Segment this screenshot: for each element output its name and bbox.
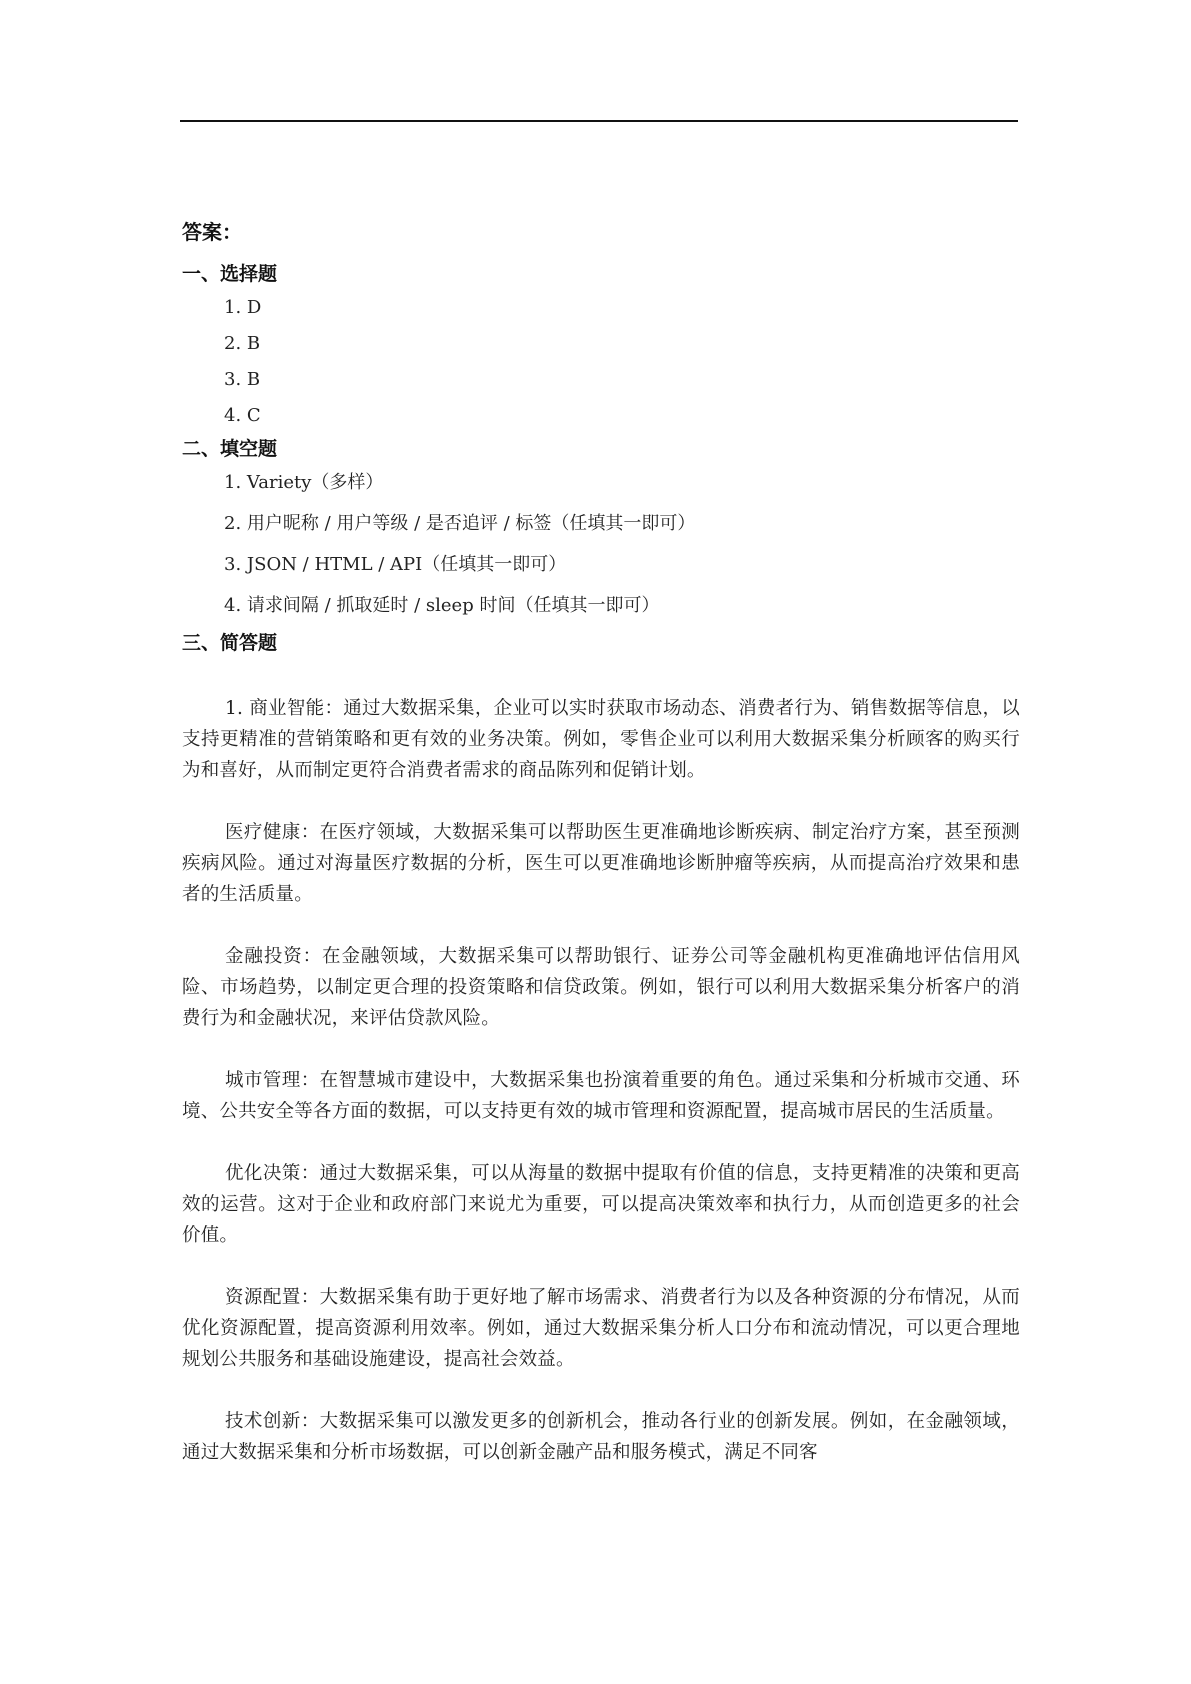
- answer-paragraph: 技术创新：大数据采集可以激发更多的创新机会，推动各行业的创新发展。例如，在金融领域，通过大数据采集和分析市场数据，可以创新金融产品和服务模式，满足不同客: [182, 1411, 1020, 1463]
- document-content: [182, 218, 1020, 1499]
- fill-in-blank-answer-list: [182, 470, 1020, 629]
- section-short-answer: [182, 629, 1020, 1468]
- multiple-choice-answer-list: [182, 295, 1020, 435]
- answer-item: 1. D: [224, 297, 262, 318]
- answer-paragraph: 城市管理：在智慧城市建设中，大数据采集也扮演着重要的角色。通过采集和分析城市交通、环境、公共安全等各方面的数据，可以支持更有效的城市管理和资源配置，提高城市居民的生活质量。: [182, 1070, 1020, 1122]
- answer-title: 答案：: [182, 220, 242, 244]
- section-heading-multiple-choice: 一、选择题: [182, 263, 278, 285]
- answer-paragraph: 资源配置：大数据采集有助于更好地了解市场需求、消费者行为以及各种资源的分布情况，从而优化资源配置，提高资源利用效率。例如，通过大数据采集分析人口分布和流动情况，可以更合理地规划公共服务和基础设施建设，提高社会效益。: [182, 1287, 1020, 1370]
- answer-paragraph: 医疗健康：在医疗领域，大数据采集可以帮助医生更准确地诊断疾病、制定治疗方案，甚至预测疾病风险。通过对海量医疗数据的分析，医生可以更准确地诊断肿瘤等疾病，从而提高治疗效果和患者的生活质量。: [182, 822, 1020, 905]
- answer-item: 4. C: [224, 405, 261, 426]
- answer-item: 1. Variety（多样）: [224, 472, 384, 493]
- section-fill-in-blank: [182, 435, 1020, 629]
- section-heading-fill-in-blank: 二、填空题: [182, 438, 278, 460]
- answer-paragraph: 金融投资：在金融领域，大数据采集可以帮助银行、证券公司等金融机构更准确地评估信用风险、市场趋势，以制定更合理的投资策略和信贷政策。例如，银行可以利用大数据采集分析客户的消费行为和金融状况，来评估贷款风险。: [182, 946, 1020, 1029]
- answer-paragraph: 优化决策：通过大数据采集，可以从海量的数据中提取有价值的信息，支持更精准的决策和更高效的运营。这对于企业和政府部门来说尤为重要，可以提高决策效率和执行力，从而创造更多的社会价值。: [182, 1163, 1020, 1246]
- answer-item: 3. B: [224, 369, 261, 390]
- answer-item: 2. B: [224, 333, 261, 354]
- short-answer-body: [182, 693, 1020, 1468]
- answer-paragraph: 1. 商业智能：通过大数据采集，企业可以实时获取市场动态、消费者行为、销售数据等信息，以支持更精准的营销策略和更有效的业务决策。例如，零售企业可以利用大数据采集分析顾客的购买行为和喜好，从而制定更符合消费者需求的商品陈列和促销计划。: [182, 698, 1020, 781]
- answer-item: 4. 请求间隔 / 抓取延时 / sleep 时间（任填其一即可）: [224, 595, 660, 616]
- section-multiple-choice: [182, 260, 1020, 435]
- answer-item: 3. JSON / HTML / API（任填其一即可）: [224, 554, 567, 575]
- header-rule: [180, 120, 1018, 122]
- section-heading-short-answer: 三、简答题: [182, 632, 278, 654]
- answer-item: 2. 用户昵称 / 用户等级 / 是否追评 / 标签（任填其一即可）: [224, 513, 696, 534]
